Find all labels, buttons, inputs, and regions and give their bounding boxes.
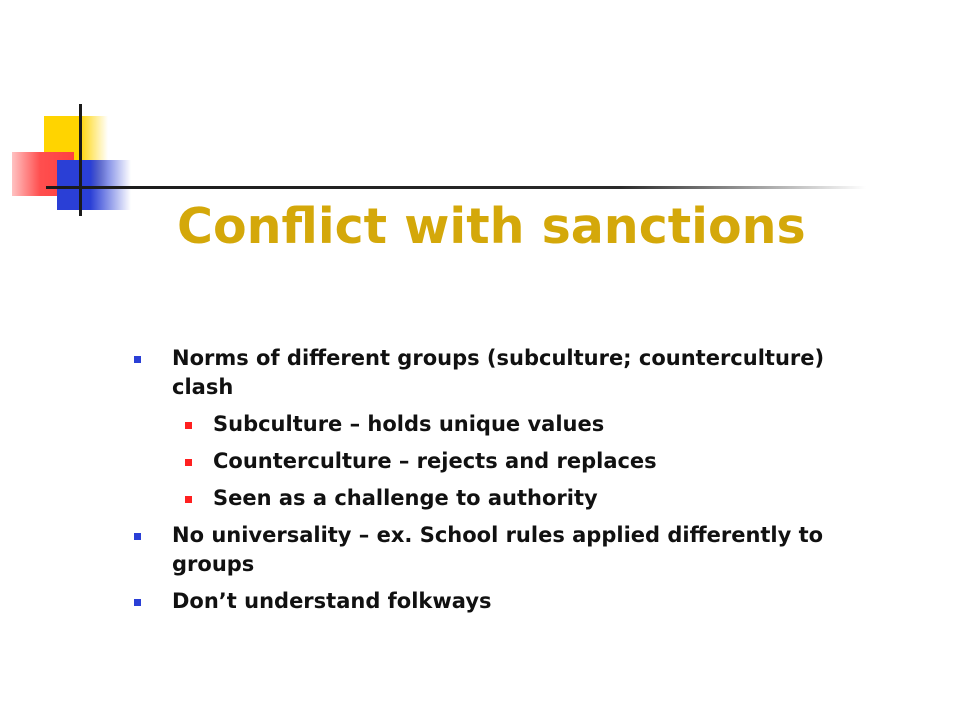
bullet-item [134, 587, 854, 616]
bullet-square-icon [134, 356, 141, 363]
sub-bullet-square-icon [185, 422, 192, 429]
slide-title: Conflict with sanctions [177, 198, 806, 255]
bullet-text: Don’t understand folkways [172, 589, 492, 613]
bullet-list [134, 344, 854, 624]
sub-bullet-text: Subculture – holds unique values [213, 412, 605, 436]
title-divider-line [46, 186, 866, 189]
sub-bullet-text: Counterculture – rejects and replaces [213, 449, 657, 473]
sub-bullet-item [134, 447, 854, 476]
bullet-item [134, 521, 854, 579]
sub-bullet-text: Seen as a challenge to authority [213, 486, 598, 510]
logo-blue-square [57, 160, 131, 210]
sub-bullet-item [134, 484, 854, 513]
sub-bullet-square-icon [185, 496, 192, 503]
sub-bullet-item [134, 410, 854, 439]
logo-vertical-line [79, 104, 82, 216]
bullet-text: No universality – ex. School rules applied differently to groups [172, 523, 824, 576]
sub-bullet-square-icon [185, 459, 192, 466]
bullet-square-icon [134, 599, 141, 606]
bullet-item [134, 344, 854, 402]
bullet-square-icon [134, 533, 141, 540]
bullet-text: Norms of different groups (subculture; counterculture) clash [172, 346, 825, 399]
